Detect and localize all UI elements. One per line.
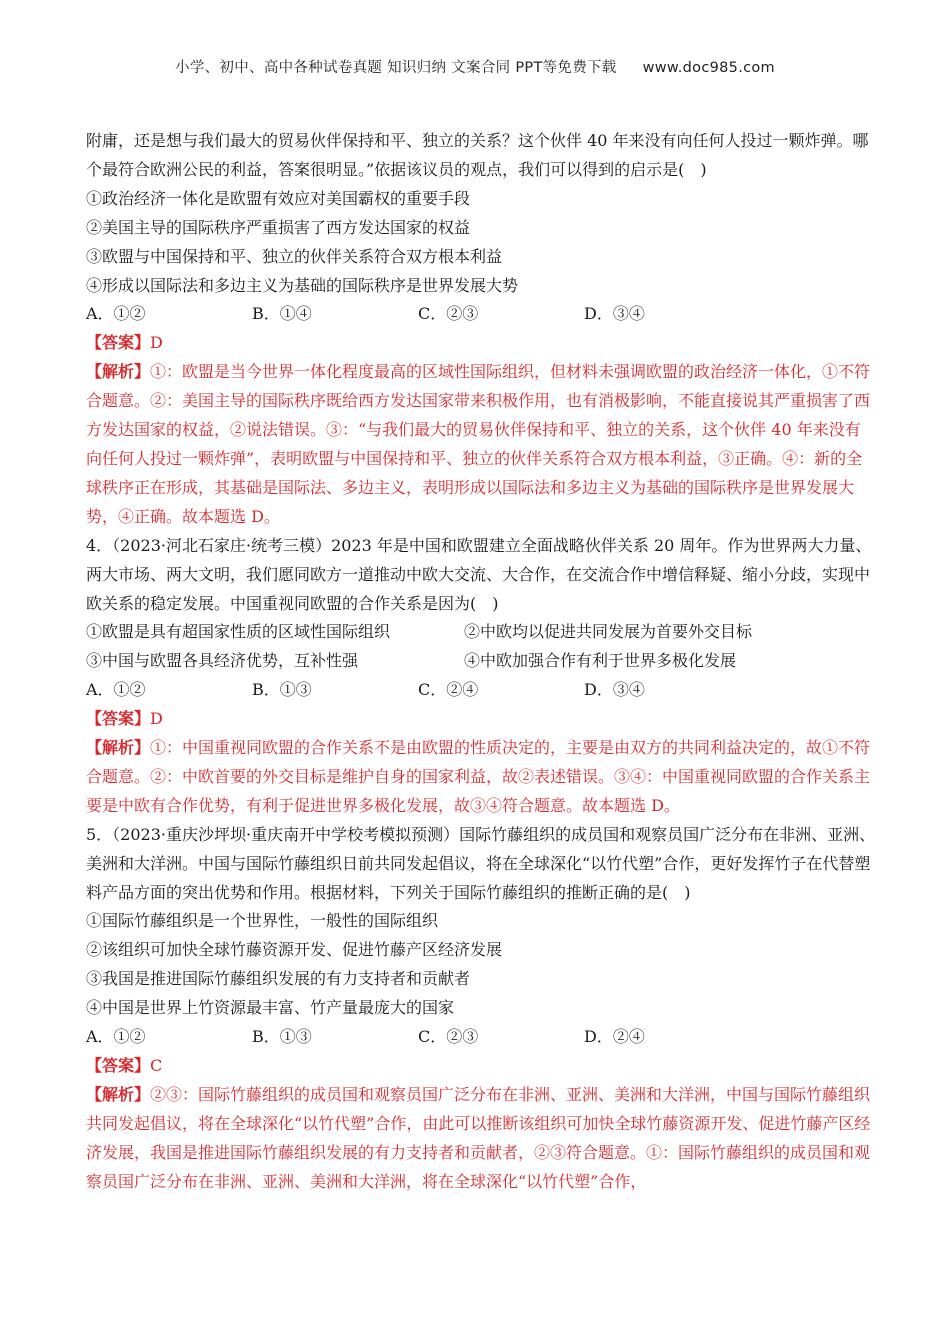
choice-item-1: ①政治经济一体化是欧盟有效应对美国霸权的重要手段 bbox=[86, 188, 471, 208]
choice-item-2: ②美国主导的国际秩序严重损害了西方发达国家的权益 bbox=[86, 217, 471, 237]
choice-item-4: ④中欧加强合作有利于世界多极化发展 bbox=[464, 651, 737, 671]
analysis-text: ②③：国际竹藤组织的成员国和观察员国广泛分布在非洲、亚洲、美洲和大洋洲，中国与国际竹藤组织共同发起倡议，将在全球深化“以竹代塑”合作，由此可以推断该组织可加快全球竹藤资源开发、促进竹藤产区经济发展，我国是推进国际竹藤组织发展的有力支持者和贡献者，②③符合题意。①：国际竹藤组织的成员国和观察员国广泛分布在非洲、亚洲、美洲和大洋洲，将在全球深化“以竹代塑”合作， bbox=[86, 1084, 871, 1191]
document-body bbox=[86, 127, 876, 1197]
choice-row-1 bbox=[86, 618, 876, 647]
analysis-line bbox=[86, 1081, 876, 1197]
analysis-label: 【解析】 bbox=[86, 362, 151, 382]
choice-item-4: ④中国是世界上竹资源最丰富、竹产量最庞大的国家 bbox=[86, 998, 455, 1018]
answer-value: D bbox=[150, 333, 163, 353]
answer-options bbox=[86, 676, 876, 705]
question-stem: 4．（2023·河北石家庄·统考三模）2023 年是中国和欧盟建立全面战略伙伴关系 20 周年。作为世界两大力量、两大市场、两大文明，我们愿同欧方一道推动中欧大交流、大合作，在交流合作中增信释疑、缩小分歧，实现中欧关系的稳定发展。中国重视同欧盟的合作关系是因为( ) bbox=[86, 535, 872, 613]
question-5 bbox=[86, 821, 876, 1197]
header-text: 小学、初中、高中各种试卷真题 知识归纳 文案合同 PPT等免费下载 bbox=[175, 60, 617, 76]
choice-item-1: ①国际竹藤组织是一个世界性，一般性的国际组织 bbox=[86, 911, 439, 931]
option-d: D．③④ bbox=[584, 304, 645, 324]
choice-item-4: ④形成以国际法和多边主义为基础的国际秩序是世界发展大势 bbox=[86, 275, 519, 295]
question-4 bbox=[86, 532, 876, 821]
option-b: B．①③ bbox=[252, 680, 312, 700]
option-a: A．①② bbox=[86, 680, 146, 700]
option-d: D．③④ bbox=[584, 680, 645, 700]
analysis-line bbox=[86, 358, 876, 531]
analysis-text: ①：欧盟是当今世界一体化程度最高的区域性国际组织，但材料未强调欧盟的政治经济一体化，①不符合题意。②：美国主导的国际秩序既给西方发达国家带来积极作用，也有消极影响，不能直接说其严重损害了西方发达国家的权益，②说法错误。③：“与我们最大的贸易伙伴保持和平、独立的关系，这个伙伴 40 年来没有向任何人投过一颗炸弹”，表明欧盟与中国保持和平、独立的伙伴关系符合双方根本利益，③正确。④：新的全球秩序正在形成，其基础是国际法、多边主义，表明形成以国际法和多边主义为基础的国际秩序是世界发展大势，④正确。故本题选 D。 bbox=[86, 362, 871, 526]
analysis-label: 【解析】 bbox=[86, 738, 151, 758]
option-a: A．①② bbox=[86, 304, 146, 324]
choice-item-2: ②该组织可加快全球竹藤资源开发、促进竹藤产区经济发展 bbox=[86, 940, 503, 960]
question-3 bbox=[86, 127, 876, 532]
option-b: B．①③ bbox=[252, 1027, 312, 1047]
choice-item-3: ③我国是推进国际竹藤组织发展的有力支持者和贡献者 bbox=[86, 969, 471, 989]
option-d: D．②④ bbox=[584, 1027, 645, 1047]
answer-line bbox=[86, 705, 876, 734]
choice-item-3: ③中国与欧盟各具经济优势，互补性强 bbox=[86, 651, 359, 671]
option-c: C．②③ bbox=[418, 1027, 479, 1047]
answer-label: 【答案】 bbox=[86, 333, 151, 353]
answer-options bbox=[86, 300, 876, 329]
answer-options bbox=[86, 1023, 876, 1052]
option-a: A．①② bbox=[86, 1027, 146, 1047]
answer-value: D bbox=[150, 709, 163, 729]
header-site-link[interactable]: www.doc985.com bbox=[642, 60, 775, 76]
choice-row-2 bbox=[86, 647, 876, 676]
choice-item-1: ①欧盟是具有超国家性质的区域性国际组织 bbox=[86, 622, 391, 642]
option-c: C．②④ bbox=[418, 680, 479, 700]
answer-value: C bbox=[150, 1056, 163, 1075]
choice-item-3: ③欧盟与中国保持和平、独立的伙伴关系符合双方根本利益 bbox=[86, 246, 503, 266]
answer-line bbox=[86, 329, 876, 358]
analysis-text: ①：中国重视同欧盟的合作关系不是由欧盟的性质决定的，主要是由双方的共同利益决定的，故①不符合题意。②：中欧首要的外交目标是维护自身的国家利益，故②表述错误。③④：中国重视同欧盟的合作关系主要是中欧有合作优势，有利于促进世界多极化发展，故③④符合题意。故本题选 D。 bbox=[86, 738, 871, 815]
page-header bbox=[0, 56, 950, 77]
question-stem: 附庸，还是想与我们最大的贸易伙伴保持和平、独立的关系？这个伙伴 40 年来没有向任何人投过一颗炸弹。哪个最符合欧洲公民的利益，答案很明显。”依据该议员的观点，我们可以得到的启示是( ) bbox=[86, 131, 869, 179]
answer-label: 【答案】 bbox=[86, 709, 151, 729]
answer-line bbox=[86, 1052, 876, 1081]
answer-label: 【答案】 bbox=[86, 1056, 151, 1075]
analysis-line bbox=[86, 734, 876, 821]
choice-item-2: ②中欧均以促进共同发展为首要外交目标 bbox=[464, 622, 753, 642]
question-stem: 5．（2023·重庆沙坪坝·重庆南开中学校考模拟预测）国际竹藤组织的成员国和观察员国广泛分布在非洲、亚洲、美洲和大洋洲。中国与国际竹藤组织日前共同发起倡议，将在全球深化“以竹代塑”合作，更好发挥竹子在代替塑料产品方面的突出优势和作用。根据材料，下列关于国际竹藤组织的推断正确的是( ) bbox=[86, 824, 876, 902]
option-c: C．②③ bbox=[418, 304, 479, 324]
option-b: B．①④ bbox=[252, 304, 312, 324]
analysis-label: 【解析】 bbox=[86, 1084, 151, 1104]
